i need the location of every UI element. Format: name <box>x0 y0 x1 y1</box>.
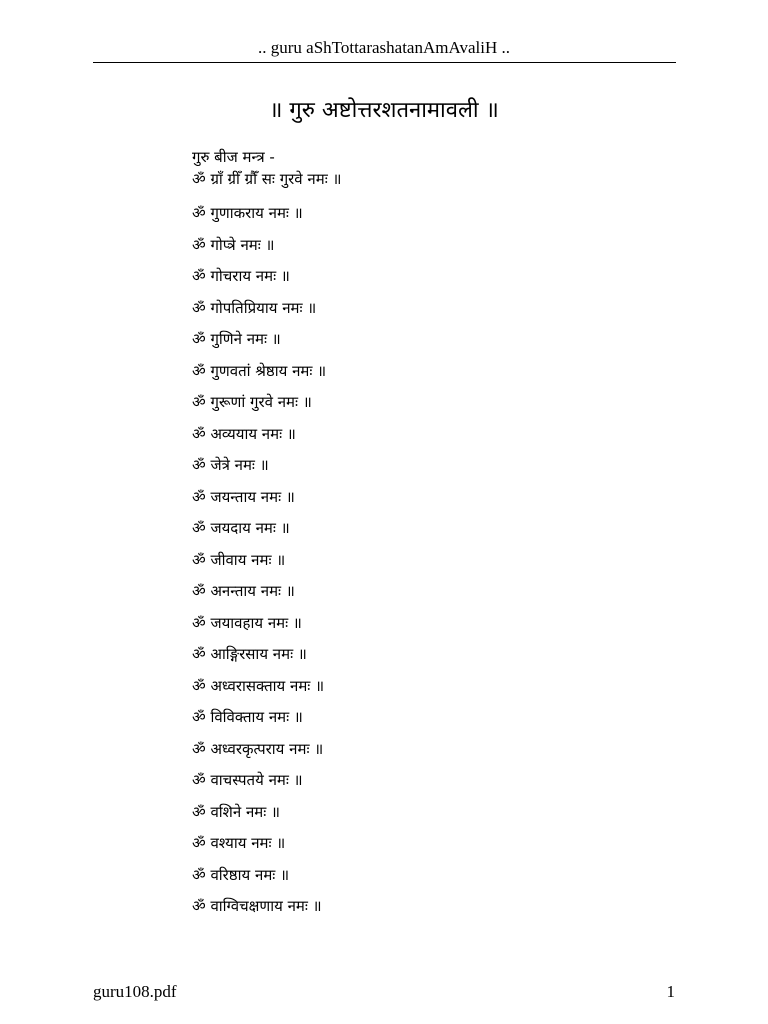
list-item: ॐ गोप्त्रे नमः ॥ <box>192 235 275 254</box>
list-item: ॐ गुणवतां श्रेष्ठाय नमः ॥ <box>192 361 327 380</box>
list-item: ॐ गुणिने नमः ॥ <box>192 330 281 348</box>
list-item: ॐ वशिने नमः ॥ <box>192 802 281 821</box>
running-header: .. guru aShTottarashatanAmAvaliH .. <box>257 38 511 57</box>
list-item: ॐ जीवाय नमः ॥ <box>192 550 286 569</box>
list-item: ॐ वाचस्पतये नमः ॥ <box>192 771 303 789</box>
list-item: ॐ वाग्विचक्षणाय नमः ॥ <box>192 897 322 915</box>
list-item: ॐ जयावहाय नमः ॥ <box>192 613 302 632</box>
list-item: ॐ जेत्रे नमः ॥ <box>192 456 269 474</box>
list-item: ॐ आङ्गिरसाय नमः ॥ <box>192 645 307 663</box>
list-item: ॐ वश्याय नमः ॥ <box>192 834 286 852</box>
list-item: ॐ अध्वरकृत्पराय नमः ॥ <box>192 739 324 758</box>
list-item: ॐ वरिष्ठाय नमः ॥ <box>192 865 290 884</box>
name-list <box>192 148 342 923</box>
page-title: ॥ गुरु अष्टोत्तरशतनामावली ॥ <box>269 98 499 123</box>
list-item: ॐ अनन्ताय नमः ॥ <box>192 582 295 600</box>
list-item: ॐ गुरूणां गुरवे नमः ॥ <box>192 393 312 411</box>
list-item: ॐ गोपतिप्रियाय नमः ॥ <box>192 298 317 317</box>
bija-mantra-label: गुरु बीज मन्त्र - <box>192 148 275 166</box>
list-item: ॐ गोचराय नमः ॥ <box>192 267 290 285</box>
list-item: ॐ गुणाकराय नमः ॥ <box>192 204 303 222</box>
bija-mantra: ॐ ग्राँ ग्रीँ ग्रौँ सः गुरवे नमः ॥ <box>192 170 342 188</box>
header-rule <box>93 62 676 63</box>
list-item: ॐ अव्ययाय नमः ॥ <box>192 424 296 443</box>
page-number: 1 <box>666 982 675 1001</box>
list-item: ॐ अध्वरासक्ताय नमः ॥ <box>192 676 325 695</box>
list-item: ॐ विविक्ताय नमः ॥ <box>192 708 303 726</box>
list-item: ॐ जयदाय नमः ॥ <box>192 519 290 537</box>
list-item: ॐ जयन्ताय नमः ॥ <box>192 487 295 506</box>
footer-filename: guru108.pdf <box>93 982 177 1001</box>
